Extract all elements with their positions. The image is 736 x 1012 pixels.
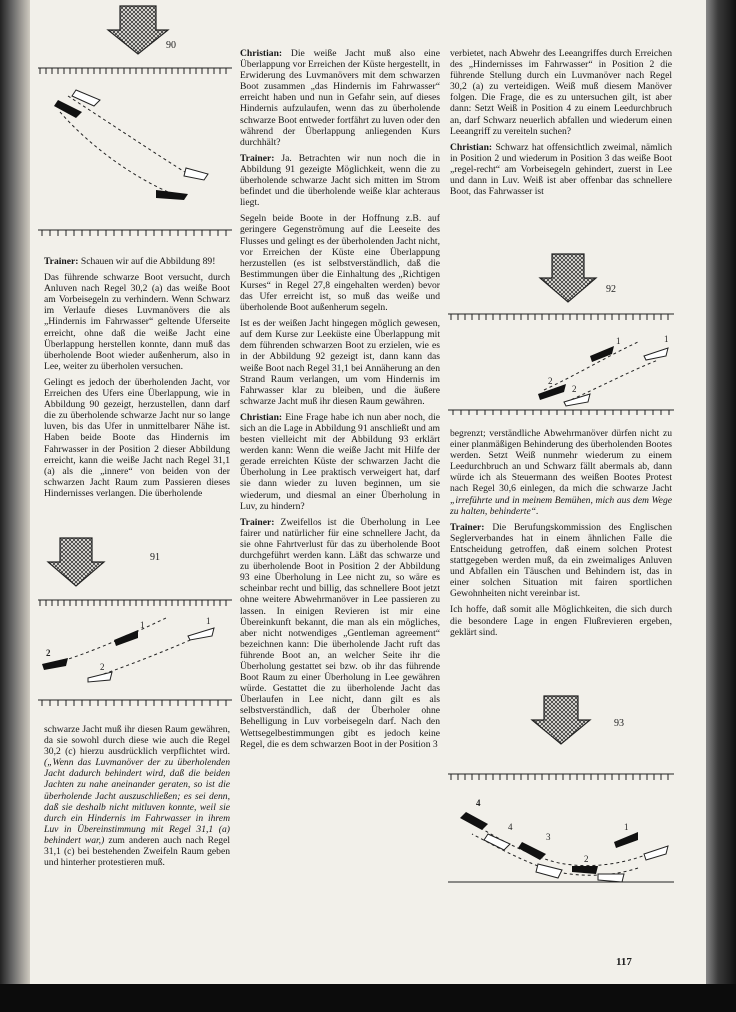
column-1-bottom <box>44 724 230 873</box>
wind-arrow-icon <box>532 696 590 744</box>
paragraph-text: schwarze Jacht muß ihr diesen Raum gewähren, da sie sowohl durch diese wie auch die Regel 30,2 (c) hierzu ausdrücklich verpflichtet wird. <box>44 724 230 758</box>
paragraph-text: zum anderen auch nach Regel 31,1 (c) bei bestehenden Zweifeln Raum geben und hinterher protestieren muß. <box>44 834 230 869</box>
paragraph <box>450 142 672 197</box>
paragraph <box>450 522 672 600</box>
paragraph-text: Schauen wir auf die Abbildung 89! <box>78 256 216 267</box>
svg-text:4: 4 <box>476 798 481 808</box>
svg-text:2: 2 <box>46 648 51 658</box>
shore-bottom <box>38 230 232 236</box>
figure-number: 92 <box>606 284 616 295</box>
svg-text:1: 1 <box>206 616 211 626</box>
figure-93 <box>448 694 676 884</box>
boat-white-icon <box>564 348 668 406</box>
speaker-label: Christian: <box>240 411 283 423</box>
speaker-label: Trainer: <box>44 256 79 267</box>
protest-quote: „irreführte und in meinem Bemühen, mich aus dem Wege zu halten, behinderte“. <box>450 494 672 517</box>
paragraph-text: Eine Frage habe ich nun aber noch, die sich an die Lage in Abbildung 91 anschließt und am besten vielleicht mit der Abbildung 93 erklärt werden kann: Wenn die weiße Jacht mit Hilfe der gerade erreichten Küste der schwarzen Jacht die Überholung in Lee praktisch verweigert hat, darf sie dann wieder zu luven beginnen, um sie wiederum, und diesmal an einer Überholung in Luv, zu hindern? <box>240 411 440 512</box>
figure-number: 91 <box>150 552 160 563</box>
svg-text:1: 1 <box>140 620 145 630</box>
paragraph: Ist es der weißen Jacht hingegen möglich gewesen, auf dem Kurse zur Leeküste eine Überlappung mit dem führenden schwarzen Boot zu erzielen, wie es in der Abbildung 92 gezeigt ist, dann kann das weiße Boot nach Regel 31,1 bei Annäherung an den Strand Raum verlangen, um vom Hindernis im Fahrwasser klar zu bleiben, und die äußere schwarze Jacht muß ihr diesen Raum gewähren. <box>240 318 440 407</box>
paragraph: verbietet, nach Abwehr des Leeangriffes durch Erreichen des „Hindernisses im Fahrwasser“ in Position 2 die führende Stellung durch ein Luvmanöver nach Regel 30,2 (a) zu verteidigen. Weiß muß diesem Manöver folgen. Die Frage, die es zu untersuchen gilt, ist aber dann: Setzt Weiß in Position 4 zu einem Leedurchbruch an, darf Schwarz neuerlich abfallen und wiederum einen Leeangriff zu vereiteln suchen? <box>450 48 672 137</box>
paragraph: Ich hoffe, daß somit alle Möglichkeiten, die sich durch die besondere Lage in engen Flußrevieren ergeben, geklärt sind. <box>450 604 672 638</box>
paragraph-text: Schwarz hat offensichtlich zweimal, nämlich in Position 2 und wiederum in Position 3 das weiße Boot „regel-recht“ am Vorbeisegeln gehindert, zuerst in Lee und dann in Luv. Weiß ist aber offenbar das schnellere Boot, das Fahrwasser ist <box>450 141 672 198</box>
figure-92 <box>448 252 676 416</box>
paragraph <box>240 153 440 208</box>
paragraph <box>240 48 440 148</box>
svg-text:1: 1 <box>616 336 621 346</box>
paragraph: Segeln beide Boote in der Hoffnung z.B. auf geringere Gegenströmung auf die Leeseite des Flusses und gelingt es der überholenden Jacht nicht, vor Erreichen der Küste eine Überlappung herzustellen (es ist selbstverständlich, daß die Bestimmungen über die Einhaltung des „Richtigen Kurses“ in Regel 27,8 eingehalten werden) bevor das Ufer erreicht ist, so muß das weiße und überholende Boot außenherum segeln. <box>240 213 440 314</box>
svg-text:2: 2 <box>584 854 589 864</box>
paragraph-text: Zweifellos ist die Überholung in Lee fairer und natürlicher für eine schnellere Jacht, da sie ohne Fahrtverlust für das zu überholende Boot durchgeführt werden kann. Läßt das schwarze und zu überholende Boot in Position 2 der Abbildung 93 eine Überholung in Lee nicht zu, so wäre es scheinbar recht und billig, das schnellere Boot jetzt ohne weitere Abwehrmanöver in Lee passieren zu lassen. In einigen Revieren ist mir eine Übereinkunft bekannt, die man als ein mögliches, aber nicht notwendiges „Gentleman agreement“ bezeichnen kann: Die überholende Jacht ruft das führende Boot an, an welcher Seite ihr die Überholung gestattet sei bzw. ob ihr das führende Boot Raum zu einer Überholung in Lee gewähren würde. Gestattet die zu überholende Jacht das Überlaufen in Lee nicht, dann gilt es als selbstverständlich, daß der Überholer ohne Behelligung in Luv vorbeisegeln darf. Nach den Wettsegelbestimmungen gibt es jedoch keine Regel, die es dem schwarzen Boot in der Position 3 <box>240 516 440 750</box>
boat-white-icon <box>88 628 214 682</box>
speaker-label: Trainer: <box>450 521 485 533</box>
figure-number: 93 <box>614 718 624 729</box>
course-lines <box>544 342 658 402</box>
paragraph-text: begrenzt; verständliche Abwehrmanöver dürfen nicht zu einer planmäßigen Behinderung des überholenden Bootes werden. Setzt Weiß nunmehr wiederum zu einem Leedurchbruch an und Schwarz fällt abermals ab, dann würde ich als Steuermann des weißen Bootes Protest nach Regel 30,6 einlegen, da mich die schwarze Jacht <box>450 428 672 495</box>
paragraph <box>240 517 440 750</box>
column-2 <box>240 48 440 755</box>
boat-white-icon <box>72 90 208 180</box>
paragraph <box>450 428 672 517</box>
scan-bottom-border <box>0 984 736 1012</box>
paragraph <box>44 724 230 868</box>
rule-quote: („Wenn das Luvmanöver der zu überholenden Jacht dadurch behindert wird, daß die beiden Jachten zu nahe aneinander geraten, so ist die überholende Jacht auszuschließen; es sei denn, daß sie deshalb nicht mitluven konnte, weil sie durch ein Hindernis im Fahrwasser in ihrem Luv in Übereinstimmung mit Regel 31,1 (a) behindert war,) <box>44 757 230 846</box>
svg-text:2: 2 <box>572 384 577 394</box>
paragraph-text: Die Berufungskommission des Englischen Seglerverbandes hat in einem ähnlichen Falle die Entscheidung getroffen, daß einem solchen Protest stattgegeben werden muß, da ein zweimaliges Anluven und Abfallen ein Täuschen und Behindern ist, das in einer solchen Situation mit fairen sportlichen Gewohnheiten nicht vereinbar ist. <box>450 521 672 600</box>
boat-black-icon <box>54 100 188 200</box>
svg-text:4: 4 <box>508 822 513 832</box>
paragraph: Gelingt es jedoch der überholenden Jacht, vor Erreichen des Ufers eine Überlappung, wie in Abbildung 90 gezeigt, herzustellen, dann darf die zu überholende schwarze Jacht nur so lange luven, bis das Ufer in unmittelbarer Nähe ist. Haben beide Boote das Hindernis im Fahrwasser in der Position 2 dieser Abbildung erreicht, kann die weiße Jacht nach Regel 31,1 (a) als die „innere“ von beiden von der schwarzen Jacht Raum zum Passieren dieses Hindernisses verlangen. Die überholende <box>44 376 230 499</box>
svg-text:2: 2 <box>548 376 553 386</box>
svg-text:3: 3 <box>546 832 551 842</box>
paragraph-text: Die weiße Jacht muß also eine Überlappung vor Erreichen der Küste hergestellt, in Erwiderung des Luvmanövers mit dem schwarzen Boot zusammen „das Hindernis im Fahrwasser“ erreicht haben und nun in Gefahr sein, auf dieses Hindernis aufzulaufen, wenn das zu überholende schwarze Boot entweder fortfährt zu luven oder den während der Überlappung anliegenden Kurs durchhält? <box>240 48 440 148</box>
binding-shadow <box>0 0 30 984</box>
boat-black-icon <box>460 812 638 874</box>
column-1-top <box>44 256 230 504</box>
paragraph <box>240 412 440 512</box>
shore-bottom <box>38 700 232 706</box>
speaker-label: Christian: <box>240 48 283 59</box>
column-3-middle <box>450 428 672 643</box>
svg-text:1: 1 <box>624 822 629 832</box>
speaker-label: Trainer: <box>240 152 275 164</box>
figure-number: 90 <box>166 40 176 51</box>
figure-91 <box>38 536 234 716</box>
paragraph-text: Ja. Betrachten wir nun noch die in Abbildung 91 gezeigte Möglichkeit, wenn die zu überholende schwarze Jacht sich mitten im Strom befindet und die überholende weiße klar achteraus liegt. <box>240 152 440 209</box>
course-lines <box>52 618 208 676</box>
shore-top <box>448 314 674 320</box>
page-stack-edge <box>706 0 736 1012</box>
paragraph: Das führende schwarze Boot versucht, durch Anluven nach Regel 30,2 (a) das weiße Boot am Vorbeisegeln zu verhindern. Wenn Schwarz im Verlaufe dieses Luvmanövers die als „Hindernis im Fahrwasser“ geltende Uferseite erreicht, ohne daß die weiße Jacht eine Überlappung herstellen konnte, dann muß das überholende Boot wieder außenherum, also in Lee, weiter zu überholen versuchen. <box>44 272 230 372</box>
paragraph <box>44 256 230 267</box>
figure-90 <box>38 4 234 254</box>
wind-arrow-icon <box>540 254 596 302</box>
course-lines <box>466 818 648 875</box>
speaker-label: Christian: <box>450 141 493 153</box>
speaker-label: Trainer: <box>240 516 275 528</box>
shore-top <box>38 600 232 606</box>
shore-bottom <box>448 410 674 415</box>
boat-black-icon <box>42 630 138 670</box>
svg-text:2: 2 <box>100 662 105 672</box>
shore-top <box>448 774 674 780</box>
page-number: 117 <box>616 956 632 968</box>
course-lines <box>60 96 188 192</box>
shore-top <box>38 68 232 74</box>
svg-text:1: 1 <box>664 334 669 344</box>
column-3-top <box>450 48 672 202</box>
wind-arrow-icon <box>48 538 104 586</box>
wind-arrow-icon <box>108 6 168 54</box>
